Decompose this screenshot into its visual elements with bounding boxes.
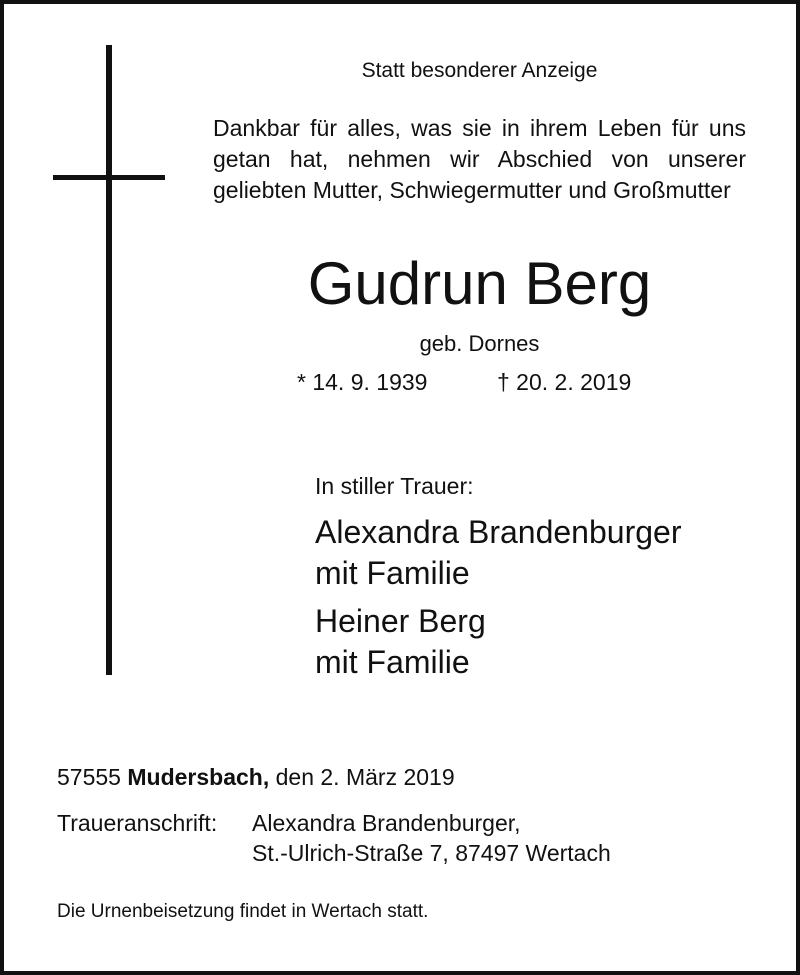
mourning-label: In stiller Trauer: [315, 473, 474, 499]
mourner-family: mit Familie [315, 644, 470, 680]
maiden-name: geb. Dornes [419, 331, 540, 356]
address-line-2: St.-Ulrich-Straße 7, 87497 Wertach [252, 840, 611, 866]
intro-text: Dankbar für alles, was sie in ihrem Leben für uns getan hat, nehmen wir Abschied von unserer geliebten Mutter, Schwiegermutter und Großmutter [213, 115, 746, 203]
address-label: Traueranschrift: [57, 810, 218, 836]
postal-code: 57555 [57, 764, 121, 790]
mourner-name: Alexandra Brandenburger [315, 514, 682, 550]
notice-header: Statt besonderer Anzeige [361, 59, 598, 82]
mourner-name: Heiner Berg [315, 603, 486, 639]
place-date-line [57, 766, 455, 789]
death-date: † 20. 2. 2019 [497, 369, 632, 395]
deceased-name: Gudrun Berg [307, 250, 652, 317]
cross-horizontal-bar [53, 175, 165, 180]
town-name: Mudersbach, [127, 764, 270, 790]
cross-vertical-bar [106, 45, 112, 675]
address-line-1: Alexandra Brandenburger, [252, 810, 521, 836]
burial-note: Die Urnenbeisetzung findet in Wertach statt. [57, 901, 429, 922]
notice-date: den 2. März 2019 [275, 764, 455, 790]
mourner-family: mit Familie [315, 555, 470, 591]
birth-date: * 14. 9. 1939 [297, 369, 428, 395]
